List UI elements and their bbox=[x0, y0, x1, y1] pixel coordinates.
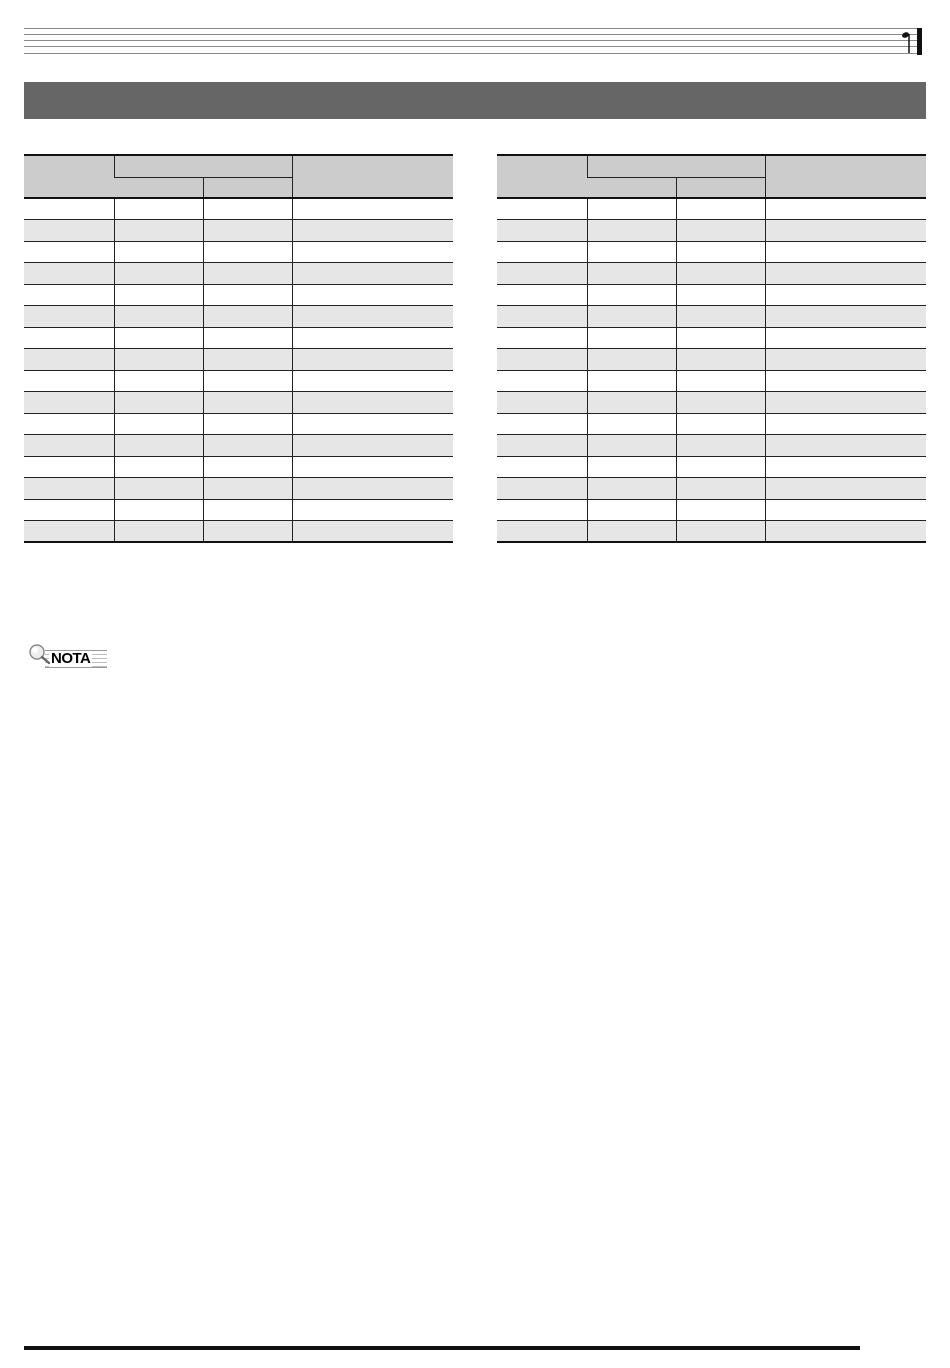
table-cell bbox=[203, 413, 292, 435]
table-cell bbox=[203, 306, 292, 328]
table-cell bbox=[114, 198, 203, 220]
table-cell bbox=[497, 413, 587, 435]
table-cell bbox=[765, 327, 926, 349]
table-cell bbox=[292, 220, 453, 242]
table-cell bbox=[114, 456, 203, 478]
table-header-cell bbox=[765, 155, 926, 198]
table-cell bbox=[24, 349, 114, 371]
table-cell bbox=[676, 435, 765, 457]
table-header-cell bbox=[292, 155, 453, 198]
table-row bbox=[497, 198, 926, 220]
table-cell bbox=[676, 413, 765, 435]
table-cell bbox=[203, 521, 292, 543]
table-row bbox=[497, 392, 926, 414]
table-cell bbox=[203, 499, 292, 521]
table-cell bbox=[676, 392, 765, 414]
table-cell bbox=[24, 413, 114, 435]
table-cell bbox=[676, 306, 765, 328]
table-cell bbox=[292, 521, 453, 543]
table-row bbox=[497, 370, 926, 392]
table-cell bbox=[765, 220, 926, 242]
table-cell bbox=[587, 521, 676, 543]
table-cell bbox=[587, 284, 676, 306]
table-cell bbox=[497, 499, 587, 521]
table-row bbox=[497, 413, 926, 435]
table-row bbox=[497, 499, 926, 521]
table-cell bbox=[587, 263, 676, 285]
table-row bbox=[497, 478, 926, 500]
table-cell bbox=[765, 521, 926, 543]
table-row bbox=[497, 327, 926, 349]
table-cell bbox=[24, 263, 114, 285]
table-cell bbox=[292, 349, 453, 371]
table-cell bbox=[765, 198, 926, 220]
table-cell bbox=[24, 521, 114, 543]
table-cell bbox=[765, 413, 926, 435]
table-row bbox=[24, 284, 453, 306]
table-cell bbox=[114, 263, 203, 285]
table-row bbox=[24, 435, 453, 457]
table-cell bbox=[292, 413, 453, 435]
table-row bbox=[497, 263, 926, 285]
table-subheader-cell bbox=[587, 177, 676, 198]
table-cell bbox=[497, 306, 587, 328]
table-cell bbox=[587, 327, 676, 349]
table-cell bbox=[497, 370, 587, 392]
table-row bbox=[24, 241, 453, 263]
table-cell bbox=[292, 435, 453, 457]
table-cell bbox=[587, 198, 676, 220]
table-cell bbox=[114, 241, 203, 263]
table-subheader-cell bbox=[203, 177, 292, 198]
table-cell bbox=[292, 370, 453, 392]
table-cell bbox=[587, 413, 676, 435]
table-row bbox=[497, 349, 926, 371]
table-cell bbox=[203, 263, 292, 285]
table-cell bbox=[497, 263, 587, 285]
table-cell bbox=[203, 478, 292, 500]
table-row bbox=[24, 327, 453, 349]
table-cell bbox=[114, 499, 203, 521]
table-cell bbox=[114, 370, 203, 392]
table-row bbox=[497, 521, 926, 543]
nota-label-box bbox=[45, 650, 107, 668]
table-header-cell bbox=[587, 155, 765, 177]
table-row bbox=[24, 392, 453, 414]
table-cell bbox=[24, 241, 114, 263]
table-cell bbox=[676, 220, 765, 242]
table-cell bbox=[676, 349, 765, 371]
table-cell bbox=[676, 521, 765, 543]
table-cell bbox=[292, 263, 453, 285]
table-row bbox=[24, 263, 453, 285]
table-cell bbox=[114, 413, 203, 435]
table-cell bbox=[676, 327, 765, 349]
table-cell bbox=[676, 370, 765, 392]
table-cell bbox=[292, 284, 453, 306]
table-cell bbox=[203, 220, 292, 242]
table-cell bbox=[765, 284, 926, 306]
staff-end-bar bbox=[917, 28, 922, 55]
table-row bbox=[497, 306, 926, 328]
table-cell bbox=[497, 435, 587, 457]
table-cell bbox=[24, 327, 114, 349]
table-cell bbox=[24, 499, 114, 521]
table-cell bbox=[292, 456, 453, 478]
table-row bbox=[497, 435, 926, 457]
table-cell bbox=[676, 499, 765, 521]
table-cell bbox=[24, 392, 114, 414]
table-cell bbox=[765, 241, 926, 263]
table-row bbox=[24, 370, 453, 392]
table-cell bbox=[203, 349, 292, 371]
table-cell bbox=[765, 349, 926, 371]
table-row bbox=[497, 284, 926, 306]
table-cell bbox=[587, 456, 676, 478]
table-cell bbox=[587, 392, 676, 414]
table-cell bbox=[292, 306, 453, 328]
table-subheader-cell bbox=[676, 177, 765, 198]
table-cell bbox=[292, 241, 453, 263]
table-cell bbox=[676, 284, 765, 306]
table-cell bbox=[587, 435, 676, 457]
table-cell bbox=[676, 198, 765, 220]
table-cell bbox=[587, 370, 676, 392]
table-cell bbox=[497, 392, 587, 414]
table-cell bbox=[292, 478, 453, 500]
table-cell bbox=[114, 220, 203, 242]
table-cell bbox=[676, 478, 765, 500]
table-cell bbox=[765, 306, 926, 328]
table-cell bbox=[587, 220, 676, 242]
table-cell bbox=[203, 284, 292, 306]
table-cell bbox=[24, 456, 114, 478]
nota-badge bbox=[27, 643, 109, 669]
table-row bbox=[24, 478, 453, 500]
table-row bbox=[24, 456, 453, 478]
table-cell bbox=[24, 435, 114, 457]
table-cell bbox=[587, 478, 676, 500]
table-cell bbox=[587, 349, 676, 371]
table-cell bbox=[114, 435, 203, 457]
table-row bbox=[24, 220, 453, 242]
table-cell bbox=[203, 241, 292, 263]
footer-rule bbox=[24, 1346, 860, 1350]
table-cell bbox=[114, 284, 203, 306]
table-cell bbox=[497, 241, 587, 263]
table-row bbox=[497, 456, 926, 478]
table-header-cell bbox=[497, 155, 587, 198]
table-cell bbox=[765, 370, 926, 392]
table-cell bbox=[587, 306, 676, 328]
table-cell bbox=[114, 392, 203, 414]
table-cell bbox=[497, 521, 587, 543]
table-cell bbox=[203, 370, 292, 392]
table-row bbox=[24, 306, 453, 328]
table-cell bbox=[587, 241, 676, 263]
table-cell bbox=[203, 435, 292, 457]
table-cell bbox=[765, 435, 926, 457]
table-cell bbox=[676, 263, 765, 285]
table-cell bbox=[114, 306, 203, 328]
table-header-cell bbox=[24, 155, 114, 198]
table-cell bbox=[24, 220, 114, 242]
table-cell bbox=[765, 456, 926, 478]
table-row bbox=[24, 198, 453, 220]
table-cell bbox=[24, 370, 114, 392]
table-row bbox=[24, 349, 453, 371]
section-heading-band bbox=[24, 82, 926, 119]
table-row bbox=[24, 413, 453, 435]
table-cell bbox=[292, 499, 453, 521]
table-cell bbox=[203, 456, 292, 478]
table-row bbox=[497, 220, 926, 242]
table-header-cell bbox=[114, 155, 292, 177]
table-cell bbox=[497, 349, 587, 371]
table-cell bbox=[114, 478, 203, 500]
table-cell bbox=[203, 198, 292, 220]
table-cell bbox=[676, 241, 765, 263]
table-cell bbox=[765, 263, 926, 285]
table-cell bbox=[203, 327, 292, 349]
table-cell bbox=[24, 198, 114, 220]
table-cell bbox=[497, 456, 587, 478]
table-row bbox=[24, 521, 453, 543]
table-cell bbox=[765, 478, 926, 500]
table-cell bbox=[114, 327, 203, 349]
table-cell bbox=[114, 349, 203, 371]
table-cell bbox=[497, 327, 587, 349]
table-row bbox=[497, 241, 926, 263]
nota-label: NOTA bbox=[51, 650, 91, 667]
table-cell bbox=[24, 478, 114, 500]
table-cell bbox=[203, 392, 292, 414]
table-cell bbox=[292, 392, 453, 414]
table-row bbox=[24, 499, 453, 521]
table-cell bbox=[497, 478, 587, 500]
header-staff bbox=[24, 28, 922, 54]
table-cell bbox=[765, 392, 926, 414]
table-cell bbox=[292, 327, 453, 349]
data-table-right bbox=[497, 154, 926, 543]
table-cell bbox=[765, 499, 926, 521]
magnifier-icon bbox=[27, 643, 53, 665]
table-cell bbox=[497, 284, 587, 306]
table-cell bbox=[497, 198, 587, 220]
table-cell bbox=[24, 306, 114, 328]
table-cell bbox=[114, 521, 203, 543]
data-table-left bbox=[24, 154, 453, 543]
table-subheader-cell bbox=[114, 177, 203, 198]
table-cell bbox=[676, 456, 765, 478]
table-cell bbox=[292, 198, 453, 220]
table-cell bbox=[24, 284, 114, 306]
table-cell bbox=[587, 499, 676, 521]
music-note-icon bbox=[899, 30, 913, 54]
table-cell bbox=[497, 220, 587, 242]
